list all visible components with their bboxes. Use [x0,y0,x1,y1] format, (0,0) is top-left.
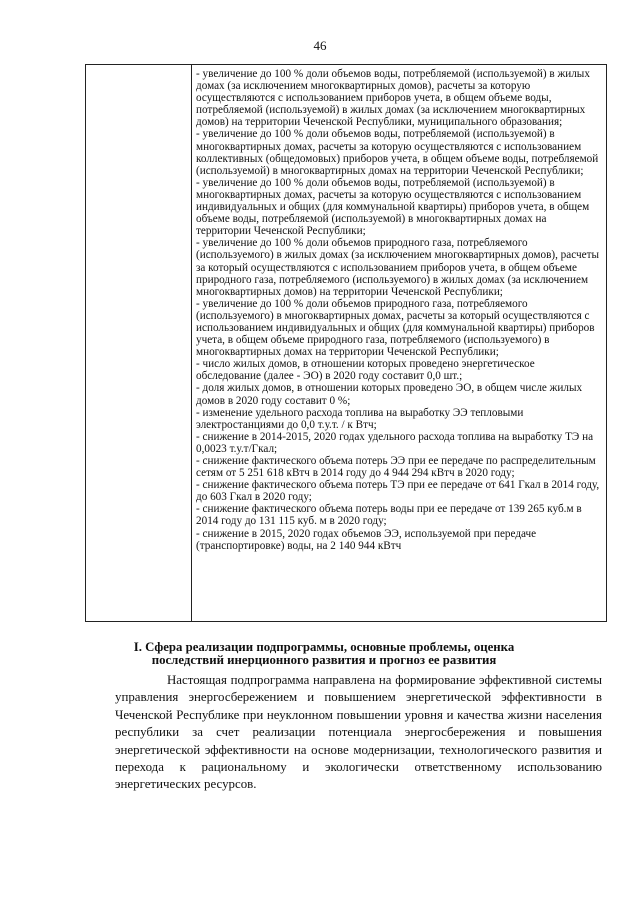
intro-paragraph: Настоящая подпрограмма направлена на формирование эффективной системы управления энергосбережением и повышением энергетической эффективности в Чеченской Республике при неуклонном повышении уровня и качества жизни населения республики за счет реализации потенциала энергосбережения и повышения энергетической эффективности на основе модернизации, технологического развития и перехода к рациональному и экологически ответственному использованию энергетических ресурсов. [115,673,602,792]
indicator-item: - доля жилых домов, в отношении которых проведено ЭО, в общем числе жилых домов в 2020 году составит 0 %; [196,382,583,407]
indicators-table [85,64,607,622]
page-number: 46 [313,38,327,53]
indicator-item: - увеличение до 100 % доли объемов воды, потребляемой (используемой) в жилых домах (за исключением многоквартирных домов), расчеты за которую осуществляются с использованием приборов учета, в общем объеме воды, потребляемой (используемой) в жилых домах (за исключением многоквартирных домов) на территории Чеченской Республики, муниципального образования; [196,68,590,129]
indicator-item: - снижение фактического объема потерь воды при ее передаче от 139 265 куб.м в 2014 году до 131 115 куб. м в 2020 году; [196,503,582,528]
section-heading: I. Сфера реализации подпрограммы, основные проблемы, оценка последствий инерционного развития и прогноз ее развития [133,640,515,668]
indicator-item: - изменение удельного расхода топлива на выработку ЭЭ тепловыми электростанциями до 0,0 т.у.т. / к Втч; [196,406,524,431]
indicator-item: - снижение в 2014-2015, 2020 годах удельного расхода топлива на выработку ТЭ на 0,0023 т.у.т/Гкал; [196,430,594,455]
table-label-cell [86,65,192,621]
indicator-item: - увеличение до 100 % доли объемов природного газа, потребляемого (используемого) в жилых домах (за исключением многоквартирных домов), расчеты за который осуществляются с использованием приборов учета, в общем объеме природного газа, потребляемого (используемого) в жилых домах (за исключением многоквартирных домов) на территории Чеченской Республики; [196,237,599,298]
table-value-cell [192,65,606,621]
indicator-item: - снижение в 2015, 2020 годах объемов ЭЭ, используемой при передаче (транспортировке) воды, на 2 140 944 кВтч [196,527,537,552]
indicator-item: - снижение фактического объема потерь ТЭ при ее передаче от 641 Гкал в 2014 году, до 603 Гкал в 2020 году; [196,479,600,504]
indicator-item: - снижение фактического объема потерь ЭЭ при ее передаче по распределительным сетям от 5 251 618 кВтч в 2014 году до 4 944 294 кВтч в 2020 году; [196,455,596,480]
indicator-item: - увеличение до 100 % доли объемов воды, потребляемой (используемой) в многоквартирных домах, расчеты за которую осуществляются с использованием коллективных (общедомовых) приборов учета, в общем объеме воды, потребляемой (используемой) в многоквартирных домах на территории Чеченской Республики; [196,128,599,177]
indicator-item: - увеличение до 100 % доли объемов природного газа, потребляемого (используемого) в многоквартирных домах, расчеты за который осуществляются с использованием индивидуальных и общих (для коммунальной квартиры) приборов учета, в общем объеме природного газа, потребляемого (используемого) в многоквартирных домах на территории Чеченской Республики; [196,297,595,359]
indicator-item: - увеличение до 100 % доли объемов воды, потребляемой (используемой) в многоквартирных домах, расчеты за которую осуществляются с использованием индивидуальных и общих (для коммунальной квартиры) приборов учета, в общем объеме воды, потребляемой (используемой) в многоквартирных домах на территории Чеченской Республики; [196,176,590,238]
indicator-item: - число жилых домов, в отношении которых проведено энергетическое обследование (далее - ЭО) в 2020 году составит 0,0 шт.; [196,358,535,383]
